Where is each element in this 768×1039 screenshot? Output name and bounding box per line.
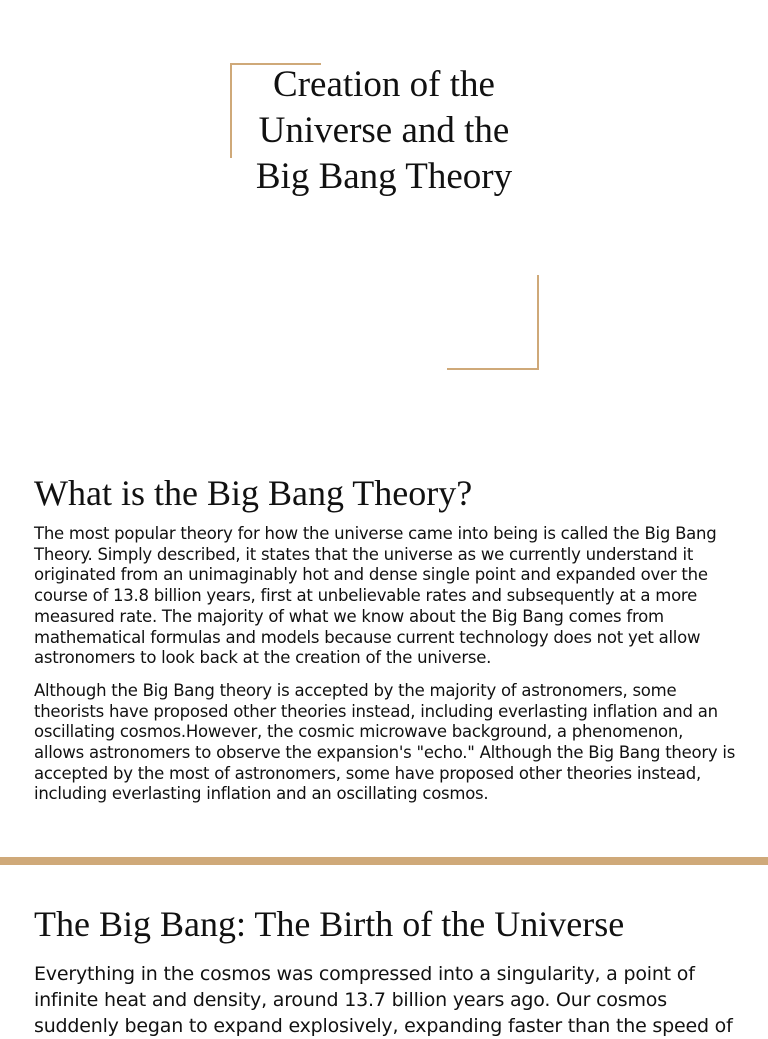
paragraph: The most popular theory for how the universe came into being is called the Big Bang Theory. Simply described, it states that the universe as we currently understand it originated from an unimaginably hot and dense single point and expanded over the course of 13.8 billion years, first at unbelievable rates and subsequently at a more measured rate. The majority of what we know about the Big Bang comes from mathematical formulas and models because current technology does not yet allow astronomers to look back at the creation of the universe. bbox=[34, 524, 717, 668]
section-what-is-big-bang bbox=[34, 472, 736, 805]
frame-corner-top-left-vertical bbox=[230, 63, 232, 158]
section-heading: The Big Bang: The Birth of the Universe bbox=[34, 904, 625, 944]
document-title: Creation of the Universe and the Big Bang Theory bbox=[255, 64, 513, 197]
section-divider bbox=[0, 857, 768, 865]
section-heading: What is the Big Bang Theory? bbox=[34, 473, 473, 513]
section-birth-of-universe bbox=[34, 903, 736, 1039]
frame-corner-bottom-right-vertical bbox=[537, 275, 539, 370]
title-slide bbox=[0, 0, 768, 440]
paragraph: Everything in the cosmos was compressed into a singularity, a point of infinite heat and density, around 13.7 billion years ago. Our cosmos suddenly began to expand explosively, expanding faster than the speed of bbox=[34, 963, 733, 1037]
paragraph: Although the Big Bang theory is accepted by the majority of astronomers, some theorists have proposed other theories instead, including everlasting inflation and an oscillating cosmos.However, the cosmic microwave background, a phenomenon, allows astronomers to observe the expansion's "echo." Although the Big Bang theory is accepted by the most of astronomers, some have proposed other theories instead, including everlasting inflation and an oscillating cosmos. bbox=[34, 680, 736, 804]
frame-corner-bottom-right bbox=[447, 368, 539, 370]
